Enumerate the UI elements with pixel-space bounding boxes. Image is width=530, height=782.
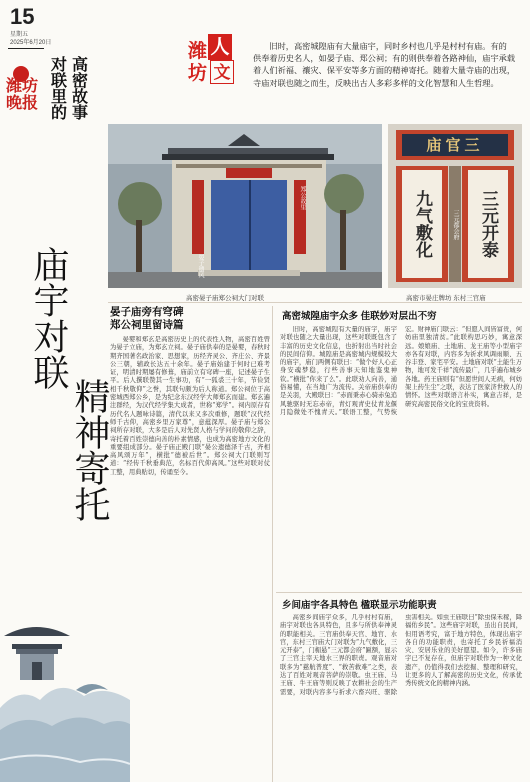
- weekday: 星期五: [10, 32, 29, 38]
- temple-sign-photo: [388, 124, 522, 288]
- column-tag-ren: 人: [208, 34, 232, 60]
- big-title-col2: [69, 378, 109, 522]
- page-number: 15: [10, 4, 35, 29]
- column-tag-fang: 坊: [188, 63, 208, 84]
- section3-body: 高密乡间庙宇众多，几乎村村有庙，庙宇对联也各具特色，且多与所供奉神灵的职能相关。三官庙供奉天官、地官、水官，东村三官庙大门对联为“九气敷化，三元开泰”，门楣悬“三元都会府”匾额，显示了三官主宰天地水三界的职责。观音庙对联多为“慈航普度”、“救苦救难”之类，表达了百姓对观音菩萨的崇敬。虫王庙、马王庙、牛王庙等则反映了农耕社会的生产需要，对联内容多与祈求六畜兴旺、驱除虫害相关。如虫王庙联曰“除虫保禾稼，降福佑乡民”。这些庙宇对联，虽出自民间，但用语考究，富于地方特色，体现出庙宇各自的功能职责，也寄托了乡民祈福消灾、安居乐业的美好愿望。如今，许多庙宇已不复存在，但庙宇对联作为一种文化遗产，仍值得我们去挖掘、整理和研究，让更多的人了解高密的历史文化，传承优秀传统文化的精神内涵。: [280, 614, 522, 696]
- big-title-col1: [28, 246, 68, 390]
- issue-date: 2025年6月20日: [10, 40, 52, 46]
- temple-couplet-right: 三元开泰: [478, 190, 498, 258]
- door-couplet-left: 晏子遗风: [197, 254, 203, 278]
- photo-caption-right: 高密市晏庄牌坊 东村三官庙: [406, 295, 486, 302]
- temple-sign-title: 庙官三: [426, 136, 484, 154]
- section3-heading: 乡间庙宇各具特色 楹联显示功能职责: [282, 600, 437, 611]
- main-title-line1: 对联里的: [48, 56, 66, 120]
- column-tag-wen: 文: [210, 60, 234, 84]
- temple-couplet-left: 九气敷化: [412, 190, 432, 258]
- temple-couplet-middle: 三元都会府: [452, 210, 459, 240]
- column-tag-wei: 潍: [188, 41, 208, 62]
- photo-caption-left: 高密晏子庙郑公祠大门对联: [186, 295, 264, 302]
- main-title-col2: [68, 56, 88, 120]
- main-title-line2: 高密故事: [69, 56, 87, 120]
- newspaper-name: 潍坊晚报: [6, 78, 39, 112]
- big-title-line1: 庙宇对联: [28, 246, 69, 390]
- door-couplet-right: 郑公故里: [299, 186, 305, 210]
- section2-heading: 高密城隍庙宇众多 佳联妙对层出不穷: [282, 311, 437, 322]
- main-title-col1: [47, 56, 67, 120]
- intro-paragraph: 旧时，高密城隍庙有大量庙宇，同时乡村也几乎是村村有庙。有的供奉着历史名人，如晏子庙、郑公祠；有的则供奉着各路神仙，庙宇承载着人们祈福、禳灾、保平安等多方面的精神寄托。随着大量寺庙的出现，寺庙对联也随之而生，反映出古人多彩多样的文化智慧和人生哲理。: [253, 41, 516, 88]
- section1-body: 晏婴和郑玄是高密历史上的代表性人物，高密百姓曾为晏子立庙，为郑玄立祠。晏子庙供奉的是晏婴，春秋时期齐国著名政治家、思想家，历经齐灵公、齐庄公、齐景公三朝，辅政长达五十余年。晏子庙始建于何时已难考证，明清时期屡有修葺，庙前立有穹碑一座，记述晏子生平。后人撰联赞其一生事功，有“一狐裘三十年，节俭贤相千秋敬仰”之誉，其联句颇为后人称道。郑公祠位于高密城西郑公乡，是为纪念东汉经学大师郑玄而建。郑玄遍注群经，为汉代经学集大成者，世称“郑学”。祠内原存有历代名人题咏诗篇，清代以来又多次重修，题联“汉代经师千古仰，高密乡里万家尊”，意蕴深厚。晏子庙与郑公祠所存对联，大多是后人对先贤人格与学问的敬仰之辞，寄托着百姓崇德向善的朴素情感，也成为高密地方文化的重要组成部分。晏子庙正殿门联“晏公遗德泽千古，齐相高风颂万年”，横批“德被后世”。郑公祠大门联则写道：“经传千秋垂典范，名标百代仰高风。”这些对联对仗工整，用典贴切，传诵至今。: [110, 336, 270, 476]
- section1-heading-line2: 郑公祠里留诗篇: [110, 319, 184, 331]
- temple-door-photo: [108, 124, 382, 288]
- big-title-line2: 精神寄托: [69, 378, 110, 522]
- section2-body: 旧时，高密城隍有大量的庙宇，庙宇对联也随之大量出现，这些对联既包含了丰富的历史文化信息，也折射出当时社会的民间信仰。城隍庙是高密城内规模较大的庙宇，庙门两侧有联曰：“做个好人心正身安魂梦稳，行些善事天知地鉴鬼神钦。”横批“你来了么”。此联劝人向善，通俗易懂，在当地广为流传。关帝庙供奉的是关羽，大殿联曰：“赤面秉赤心骑赤兔追风驰驱时无忘赤帝，青灯观青史仗青龙偃月隐微处不愧青天。”联语工整，气势恢宏。财神庙门联云：“但愿人间皆富贵，何妨庙里独清贫。”此联构思巧妙，寓意深远。娘娘庙、土地庙、龙王庙等小型庙宇亦各有对联，内容多为祈求风调雨顺、五谷丰登、家宅平安。土地庙对联“土能生万物，地可发千祥”流传最广，几乎遍布城乡各地。药王庙则有“但愿世间人无病，何妨架上药生尘”之联，表达了医家济世救人的情怀。这些对联语言朴实，寓意吉祥，是研究高密民俗文化的宝贵资料。: [280, 326, 522, 416]
- section1-heading-line1: 晏子庙旁有穹碑: [110, 306, 184, 318]
